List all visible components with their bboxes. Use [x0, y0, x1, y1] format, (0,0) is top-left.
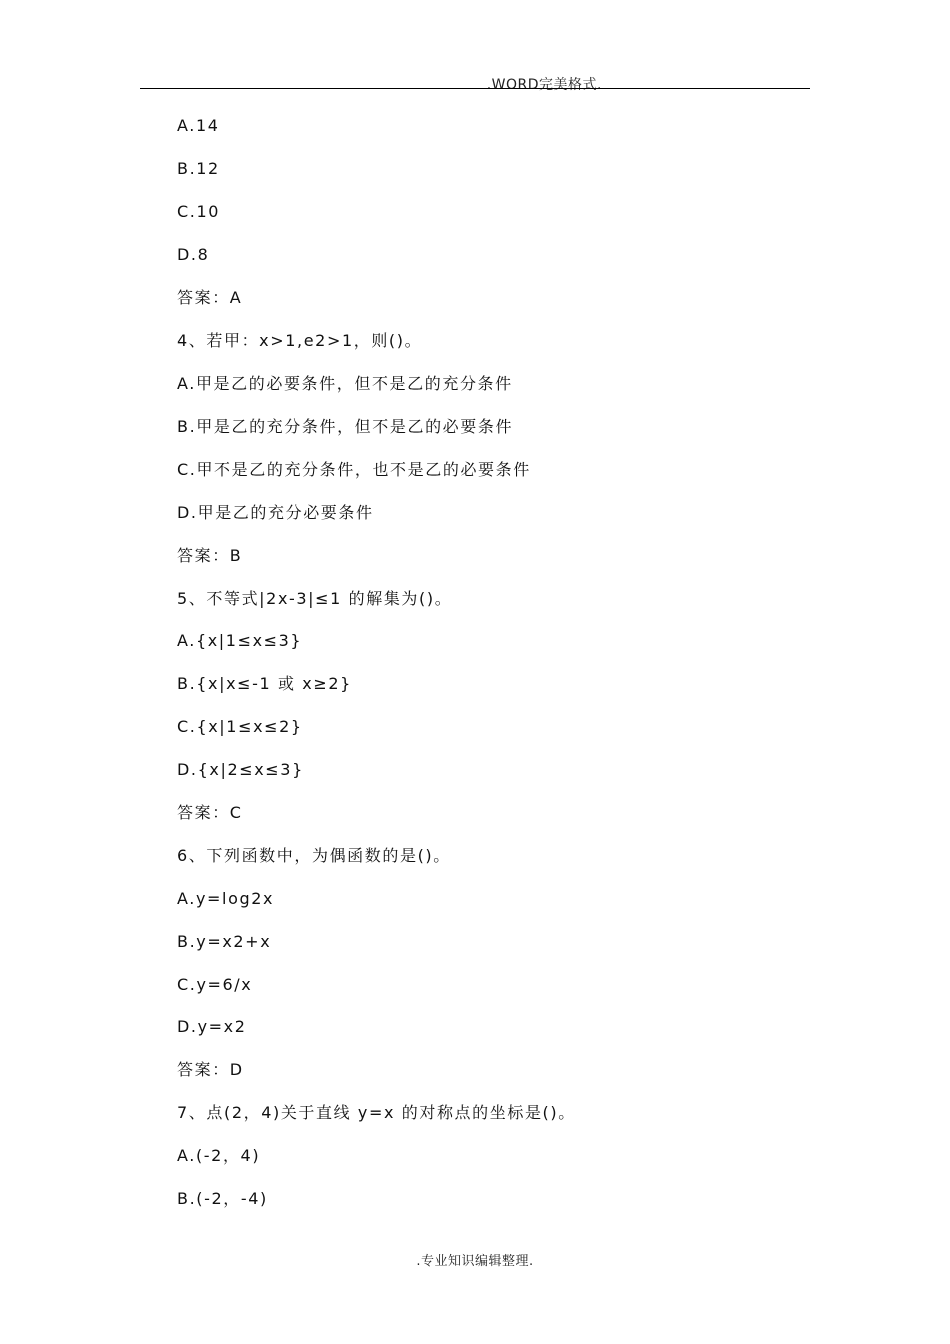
question-4: 4、若甲：x>1,e2>1，则()。 — [177, 331, 423, 350]
option-b: B.y=x2+x — [177, 932, 272, 951]
answer: 答案：D — [177, 1060, 244, 1079]
header-rule — [140, 88, 810, 89]
option-c: C.10 — [177, 202, 221, 221]
option-a: A.(-2，4) — [177, 1146, 261, 1165]
option-b: B.{x|x≤-1 或 x≥2} — [177, 674, 352, 693]
question-7: 7、点(2，4)关于直线 y=x 的对称点的坐标是()。 — [177, 1103, 576, 1122]
option-c: C.y=6/x — [177, 975, 253, 994]
option-a: A.14 — [177, 116, 220, 135]
option-a: A.y=log2x — [177, 889, 275, 908]
option-d: D.{x|2≤x≤3} — [177, 760, 304, 779]
page-header — [140, 0, 810, 93]
option-d: D.8 — [177, 245, 210, 264]
question-6: 6、下列函数中，为偶函数的是()。 — [177, 846, 451, 865]
option-b: B.甲是乙的充分条件，但不是乙的必要条件 — [177, 417, 514, 436]
header-text: .WORD完美格式. — [486, 77, 602, 93]
answer: 答案：A — [177, 288, 243, 307]
page-footer: .专业知识编辑整理. — [416, 1254, 534, 1269]
question-5: 5、不等式|2x-3|≤1 的解集为()。 — [177, 589, 453, 608]
option-a: A.{x|1≤x≤3} — [177, 631, 303, 650]
option-a: A.甲是乙的必要条件，但不是乙的充分条件 — [177, 374, 513, 393]
option-b: B.(-2，-4) — [177, 1189, 268, 1208]
option-b: B.12 — [177, 159, 220, 178]
answer: 答案：B — [177, 546, 243, 565]
option-d: D.y=x2 — [177, 1017, 247, 1036]
answer: 答案：C — [177, 803, 243, 822]
option-c: C.{x|1≤x≤2} — [177, 717, 303, 736]
option-d: D.甲是乙的充分必要条件 — [177, 503, 374, 522]
option-c: C.甲不是乙的充分条件，也不是乙的必要条件 — [177, 460, 531, 479]
